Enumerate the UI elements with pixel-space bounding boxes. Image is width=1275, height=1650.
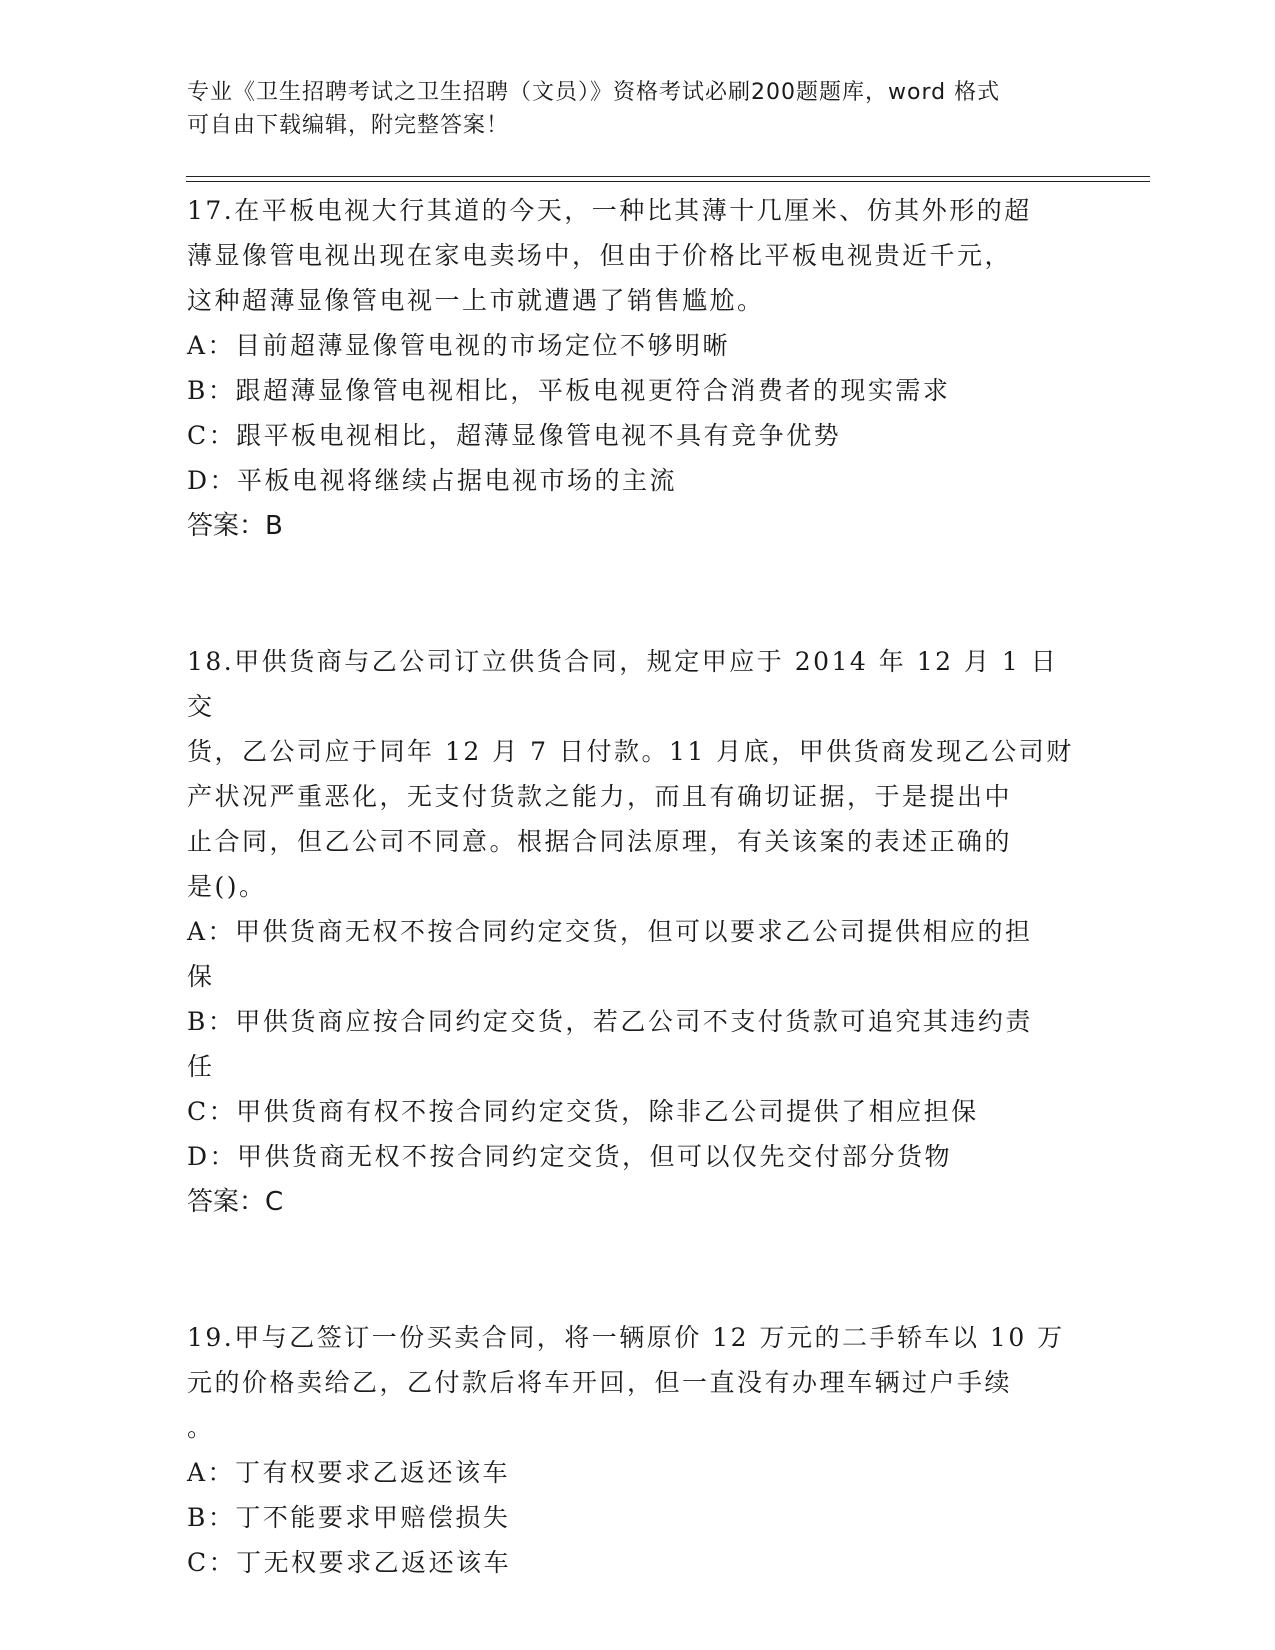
answer-label: 答案：B [187,511,283,541]
question-stem-line: 是()。 [187,872,267,901]
option-b: B：跟超薄显像管电视相比，平板电视更符合消费者的现实需求 [187,376,951,405]
header-rule-bottom [186,181,1150,182]
question-stem-line: 19.甲与乙签订一份买卖合同，将一辆原价 12 万元的二手轿车以 10 万 [187,1323,1065,1352]
option-b-continued: 任 [187,1052,215,1081]
option-a: A：丁有权要求乙返还该车 [187,1458,511,1487]
option-a-continued: 保 [187,962,215,991]
option-d: D：平板电视将继续占据电视市场的主流 [187,466,678,495]
option-c: C：跟平板电视相比，超薄显像管电视不具有竞争优势 [187,421,842,450]
option-b: B：甲供货商应按合同约定交货，若乙公司不支付货款可追究其违约责 [187,1007,1033,1036]
option-c: C：丁无权要求乙返还该车 [187,1548,512,1577]
document-header [187,76,1067,142]
question-stem-line: 。 [187,1413,215,1442]
header-line-1: 专业《卫生招聘考试之卫生招聘（文员）》资格考试必刷200题题库，word 格式 [187,80,1001,105]
question-19 [187,1315,1077,1585]
option-b: B：丁不能要求甲赔偿损失 [187,1503,511,1532]
option-a: A：目前超薄显像管电视的市场定位不够明晰 [187,331,731,360]
question-stem-line: 这种超薄显像管电视一上市就遭遇了销售尴尬。 [187,286,765,315]
question-stem-line: 薄显像管电视出现在家电卖场中，但由于价格比平板电视贵近千元， [187,241,1013,270]
question-stem-line: 货，乙公司应于同年 12 月 7 日付款。11 月底，甲供货商发现乙公司财 [187,737,1074,766]
question-stem-line: 元的价格卖给乙，乙付款后将车开回，但一直没有办理车辆过户手续 [187,1368,1013,1397]
question-stem-line: 17.在平板电视大行其道的今天，一种比其薄十几厘米、仿其外形的超 [187,196,1032,225]
question-stem-line: 止合同，但乙公司不同意。根据合同法原理，有关该案的表述正确的 [187,827,1013,856]
question-18 [187,639,1077,1225]
question-stem-line: 18.甲供货商与乙公司订立供货合同，规定甲应于 2014 年 12 月 1 日交 [187,647,1059,721]
answer-label: 答案：C [187,1187,284,1217]
question-17 [187,188,1077,549]
question-list [187,188,1077,1585]
header-line-2: 可自由下载编辑，附完整答案！ [187,113,510,138]
option-d: D：甲供货商无权不按合同约定交货，但可以仅先交付部分货物 [187,1142,953,1171]
question-spacer [187,549,1077,639]
header-rule-top [186,176,1150,177]
question-spacer [187,1225,1077,1315]
option-c: C：甲供货商有权不按合同约定交货，除非乙公司提供了相应担保 [187,1097,979,1126]
question-stem-line: 产状况严重恶化，无支付货款之能力，而且有确切证据，于是提出中 [187,782,1013,811]
option-a: A：甲供货商无权不按合同约定交货，但可以要求乙公司提供相应的担 [187,917,1033,946]
